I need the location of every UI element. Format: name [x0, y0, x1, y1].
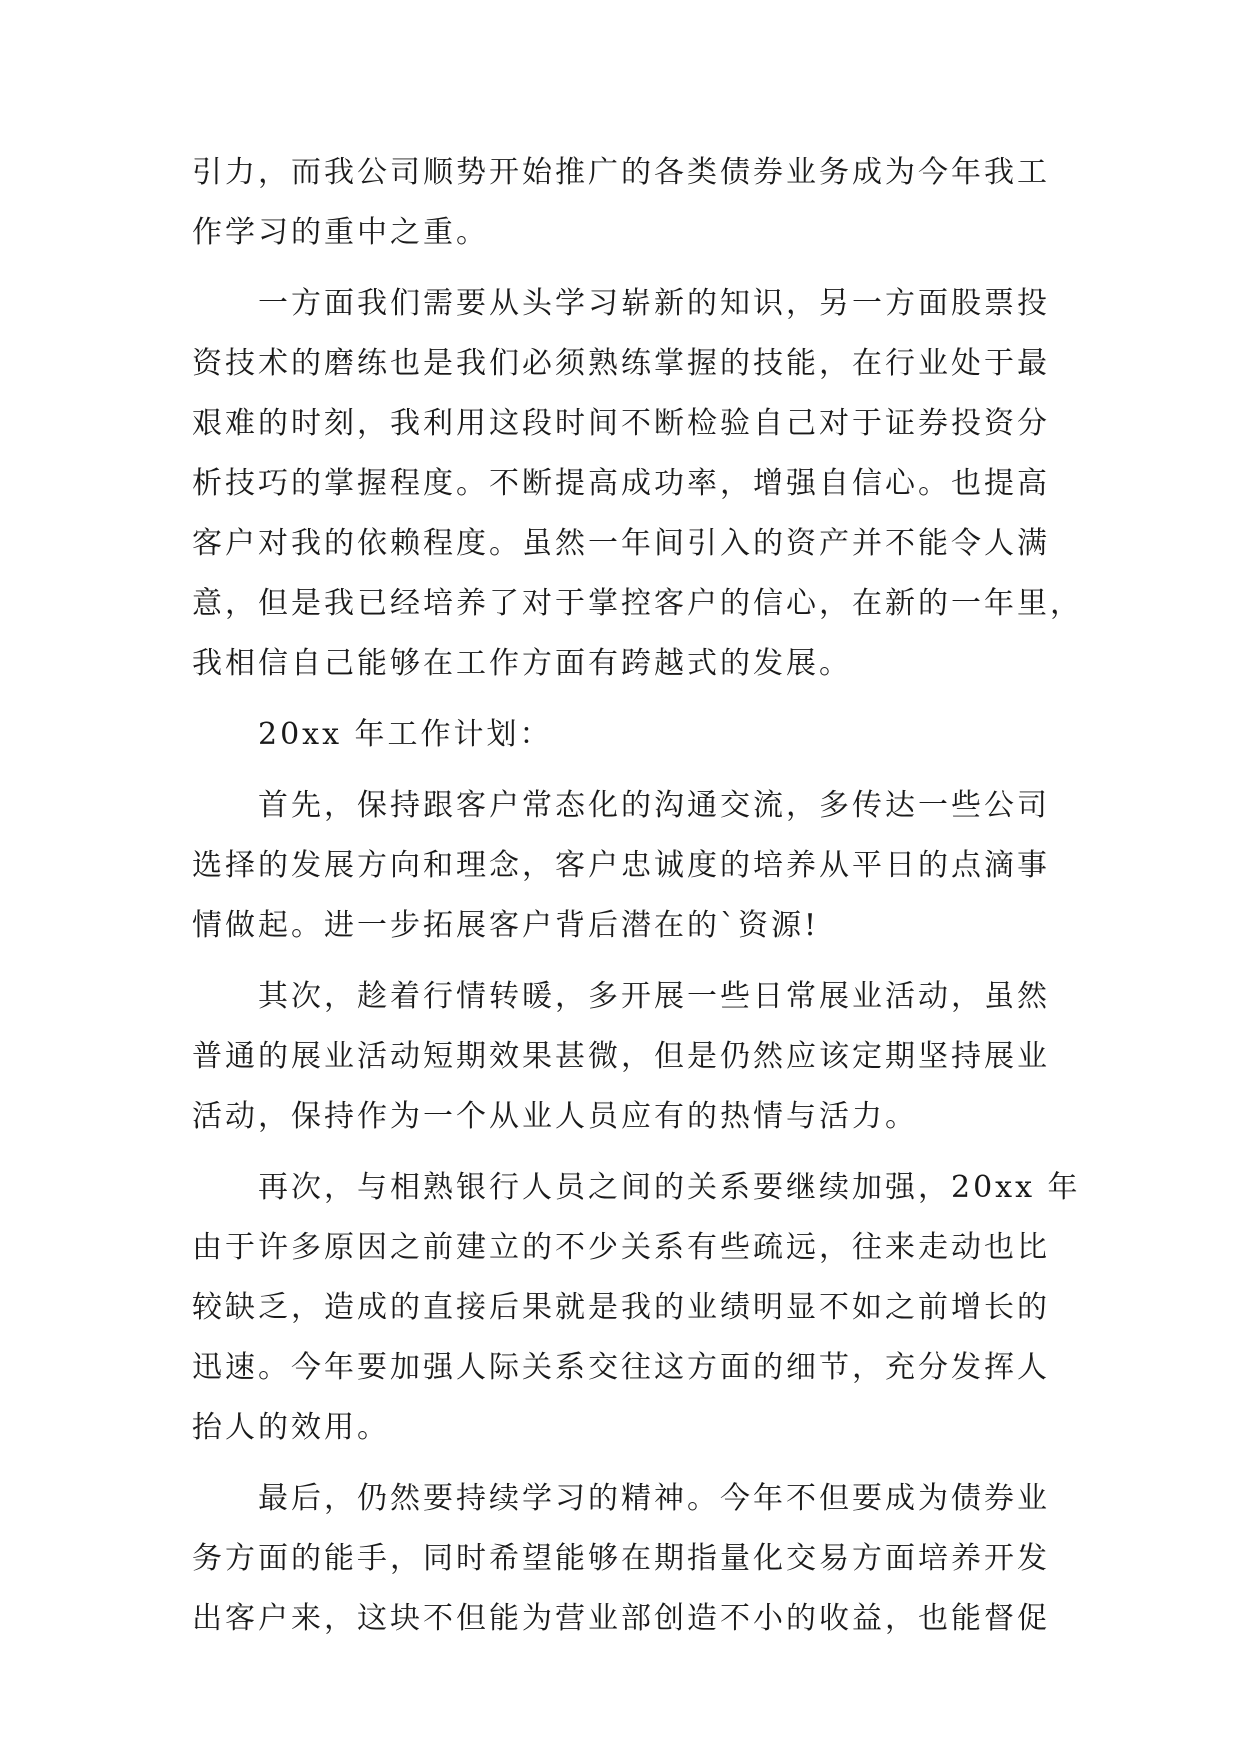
text-line: 情做起。进一步拓展客户背后潜在的`资源! [192, 908, 820, 943]
text-line: 抬人的效用。 [192, 1410, 390, 1445]
text-line: 意，但是我已经培养了对于掌控客户的信心，在新的一年里， [192, 586, 1083, 621]
text-line: 迅速。今年要加强人际关系交往这方面的细节，充分发挥人 [192, 1350, 1050, 1385]
text-line: 艰难的时刻，我利用这段时间不断检验自己对于证券投资分 [192, 406, 1050, 441]
document-page [192, 143, 1083, 1649]
paragraph-2 [192, 274, 1083, 694]
paragraph-6 [192, 1158, 1081, 1458]
text-line: 由于许多原因之前建立的不少关系有些疏远，往来走动也比 [192, 1230, 1050, 1265]
text-line: 其次，趁着行情转暖，多开展一些日常展业活动，虽然 [258, 979, 1050, 1014]
text-line: 务方面的能手，同时希望能够在期指量化交易方面培养开发 [192, 1541, 1050, 1576]
text-line: 较缺乏，造成的直接后果就是我的业绩明显不如之前增长的 [192, 1290, 1050, 1325]
text-line: 一方面我们需要从头学习崭新的知识，另一方面股票投 [258, 286, 1050, 321]
text-line: 最后，仍然要持续学习的精神。今年不但要成为债券业 [258, 1481, 1050, 1516]
paragraph-1 [192, 143, 1050, 263]
section-heading: 20xx 年工作计划： [258, 717, 553, 752]
paragraph-7 [192, 1469, 1050, 1649]
paragraph-5 [192, 967, 1050, 1147]
text-line: 选择的发展方向和理念，客户忠诚度的培养从平日的点滴事 [192, 848, 1050, 883]
text-line: 作学习的重中之重。 [192, 215, 489, 250]
text-line: 出客户来，这块不但能为营业部创造不小的收益，也能督促 [192, 1601, 1050, 1636]
text-line: 引力，而我公司顺势开始推广的各类债券业务成为今年我工 [192, 155, 1050, 190]
text-line: 首先，保持跟客户常态化的沟通交流，多传达一些公司 [258, 788, 1050, 823]
text-line: 客户对我的依赖程度。虽然一年间引入的资产并不能令人满 [192, 526, 1050, 561]
text-line: 我相信自己能够在工作方面有跨越式的发展。 [192, 646, 852, 681]
text-line: 活动，保持作为一个从业人员应有的热情与活力。 [192, 1099, 918, 1134]
text-line: 再次，与相熟银行人员之间的关系要继续加强，20xx 年 [258, 1170, 1081, 1205]
paragraph-4 [192, 776, 1050, 956]
text-line: 析技巧的掌握程度。不断提高成功率，增强自信心。也提高 [192, 466, 1050, 501]
paragraph-3-heading [192, 705, 1050, 765]
text-line: 资技术的磨练也是我们必须熟练掌握的技能，在行业处于最 [192, 346, 1050, 381]
text-line: 普通的展业活动短期效果甚微，但是仍然应该定期坚持展业 [192, 1039, 1050, 1074]
